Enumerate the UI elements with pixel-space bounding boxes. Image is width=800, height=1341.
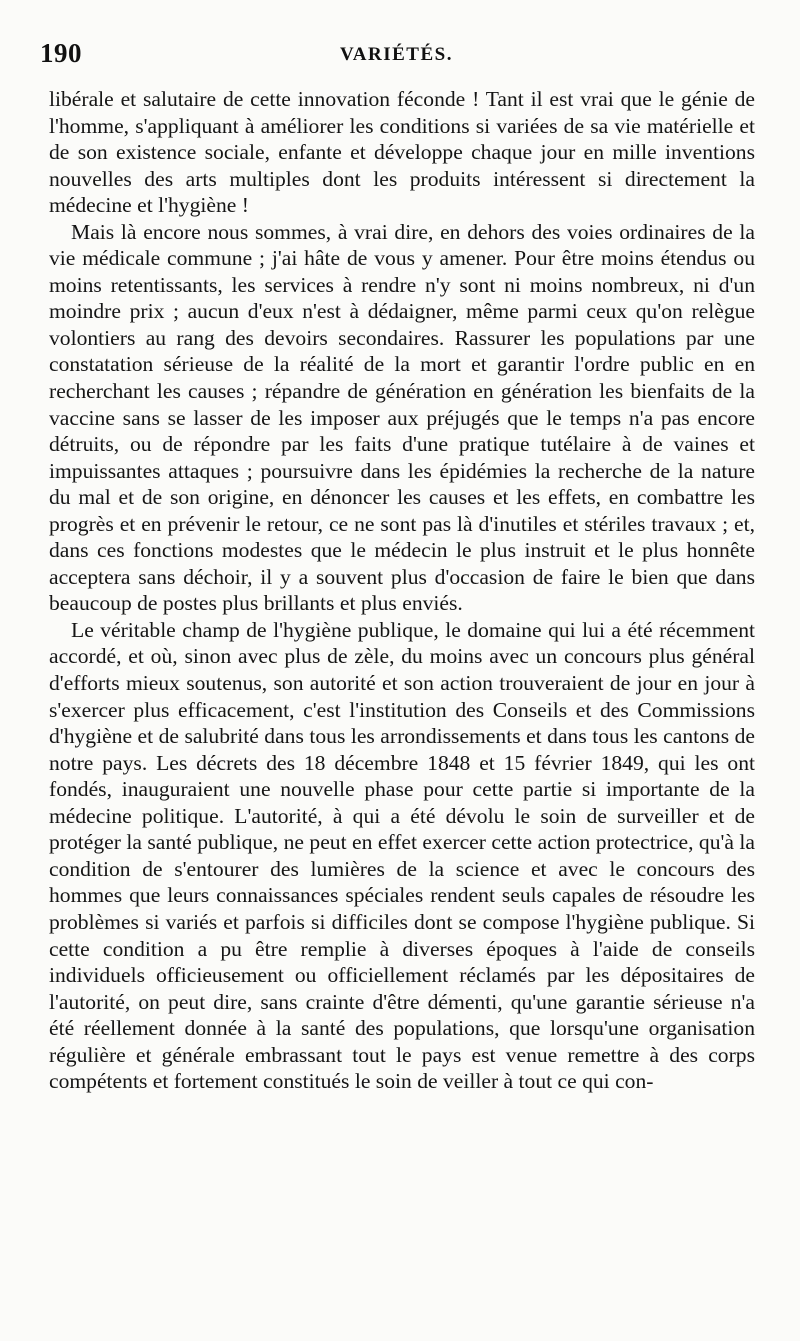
running-title: VARIÉTÉS. <box>340 44 453 65</box>
body-text <box>49 86 755 1095</box>
paragraph: Le véritable champ de l'hygiène publique, le domaine qui lui a été récemment accordé, et où, sinon avec plus de zèle, du moins avec un concours plus général d'efforts mieux soutenus, son autorité et son action trouveraient de jour en jour à s'exercer plus efficacement, c'est l'institution des Conseils et des Commissions d'hygiène et de salubrité dans tous les arrondissements et dans tous les cantons de notre pays. Les décrets des 18 décembre 1848 et 15 février 1849, qui les ont fondés, inauguraient une nouvelle phase pour cette partie si importante de la médecine politique. L'autorité, à qui a été dévolu le soin de surveiller et de protéger la santé publique, ne peut en effet exercer cette action protectrice, qu'à la condition de s'entourer des lumières de la science et avec le concours des hommes que leurs connaissances spéciales rendent seuls capales de résoudre les problèmes si variés et parfois si difficiles dont se compose l'hygiène publique. Si cette condition a pu être remplie à diverses époques à l'aide de conseils individuels officieusement ou officiellement réclamés par les dépositaires de l'autorité, on peut dire, sans crainte d'être démenti, qu'une garantie sérieuse n'a été réellement donnée à la santé des populations, que lorsqu'une organisation régulière et générale embrassant tout le pays est venue remettre à des corps compétents et fortement constitués le soin de veiller à tout ce qui con- <box>49 617 755 1094</box>
paragraph: Mais là encore nous sommes, à vrai dire, en dehors des voies ordinaires de la vie médicale commune ; j'ai hâte de vous y amener. Pour être moins étendus ou moins retentissants, les services à rendre n'y sont ni moins nombreux, ni d'un moindre prix ; aucun d'eux n'est à dédaigner, même parmi ceux qu'on relègue volontiers au rang des devoirs secondaires. Rassurer les populations par une constatation sérieuse de la réalité de la mort et garantir l'ordre public en en recherchant les causes ; répandre de génération en génération les bienfaits de la vaccine sans se lasser de les imposer aux préjugés que le temps n'a pas encore détruits, ou de répondre par les faits d'une pratique tutélaire à de vaines et impuissantes attaques ; poursuivre dans les épidémies la recherche de la nature du mal et de son origine, en dénoncer les causes et les effets, en combattre les progrès et en prévenir le retour, ce ne sont pas là d'inutiles et stériles travaux ; et, dans ces fonctions modestes que le médecin le plus instruit et le plus honnête acceptera sans déchoir, il y a souvent plus d'occasion de faire le bien que dans beaucoup de postes plus brillants et plus enviés. <box>49 219 755 616</box>
page-header <box>40 38 760 78</box>
paragraph: libérale et salutaire de cette innovation féconde ! Tant il est vrai que le génie de l'homme, s'appliquant à améliorer les conditions si variées de sa vie matérielle et de son existence sociale, enfante et développe chaque jour en mille inventions nouvelles des arts multiples dont les produits intéressent si directement la médecine et l'hygiène ! <box>49 87 755 218</box>
page-number: 190 <box>40 38 82 68</box>
